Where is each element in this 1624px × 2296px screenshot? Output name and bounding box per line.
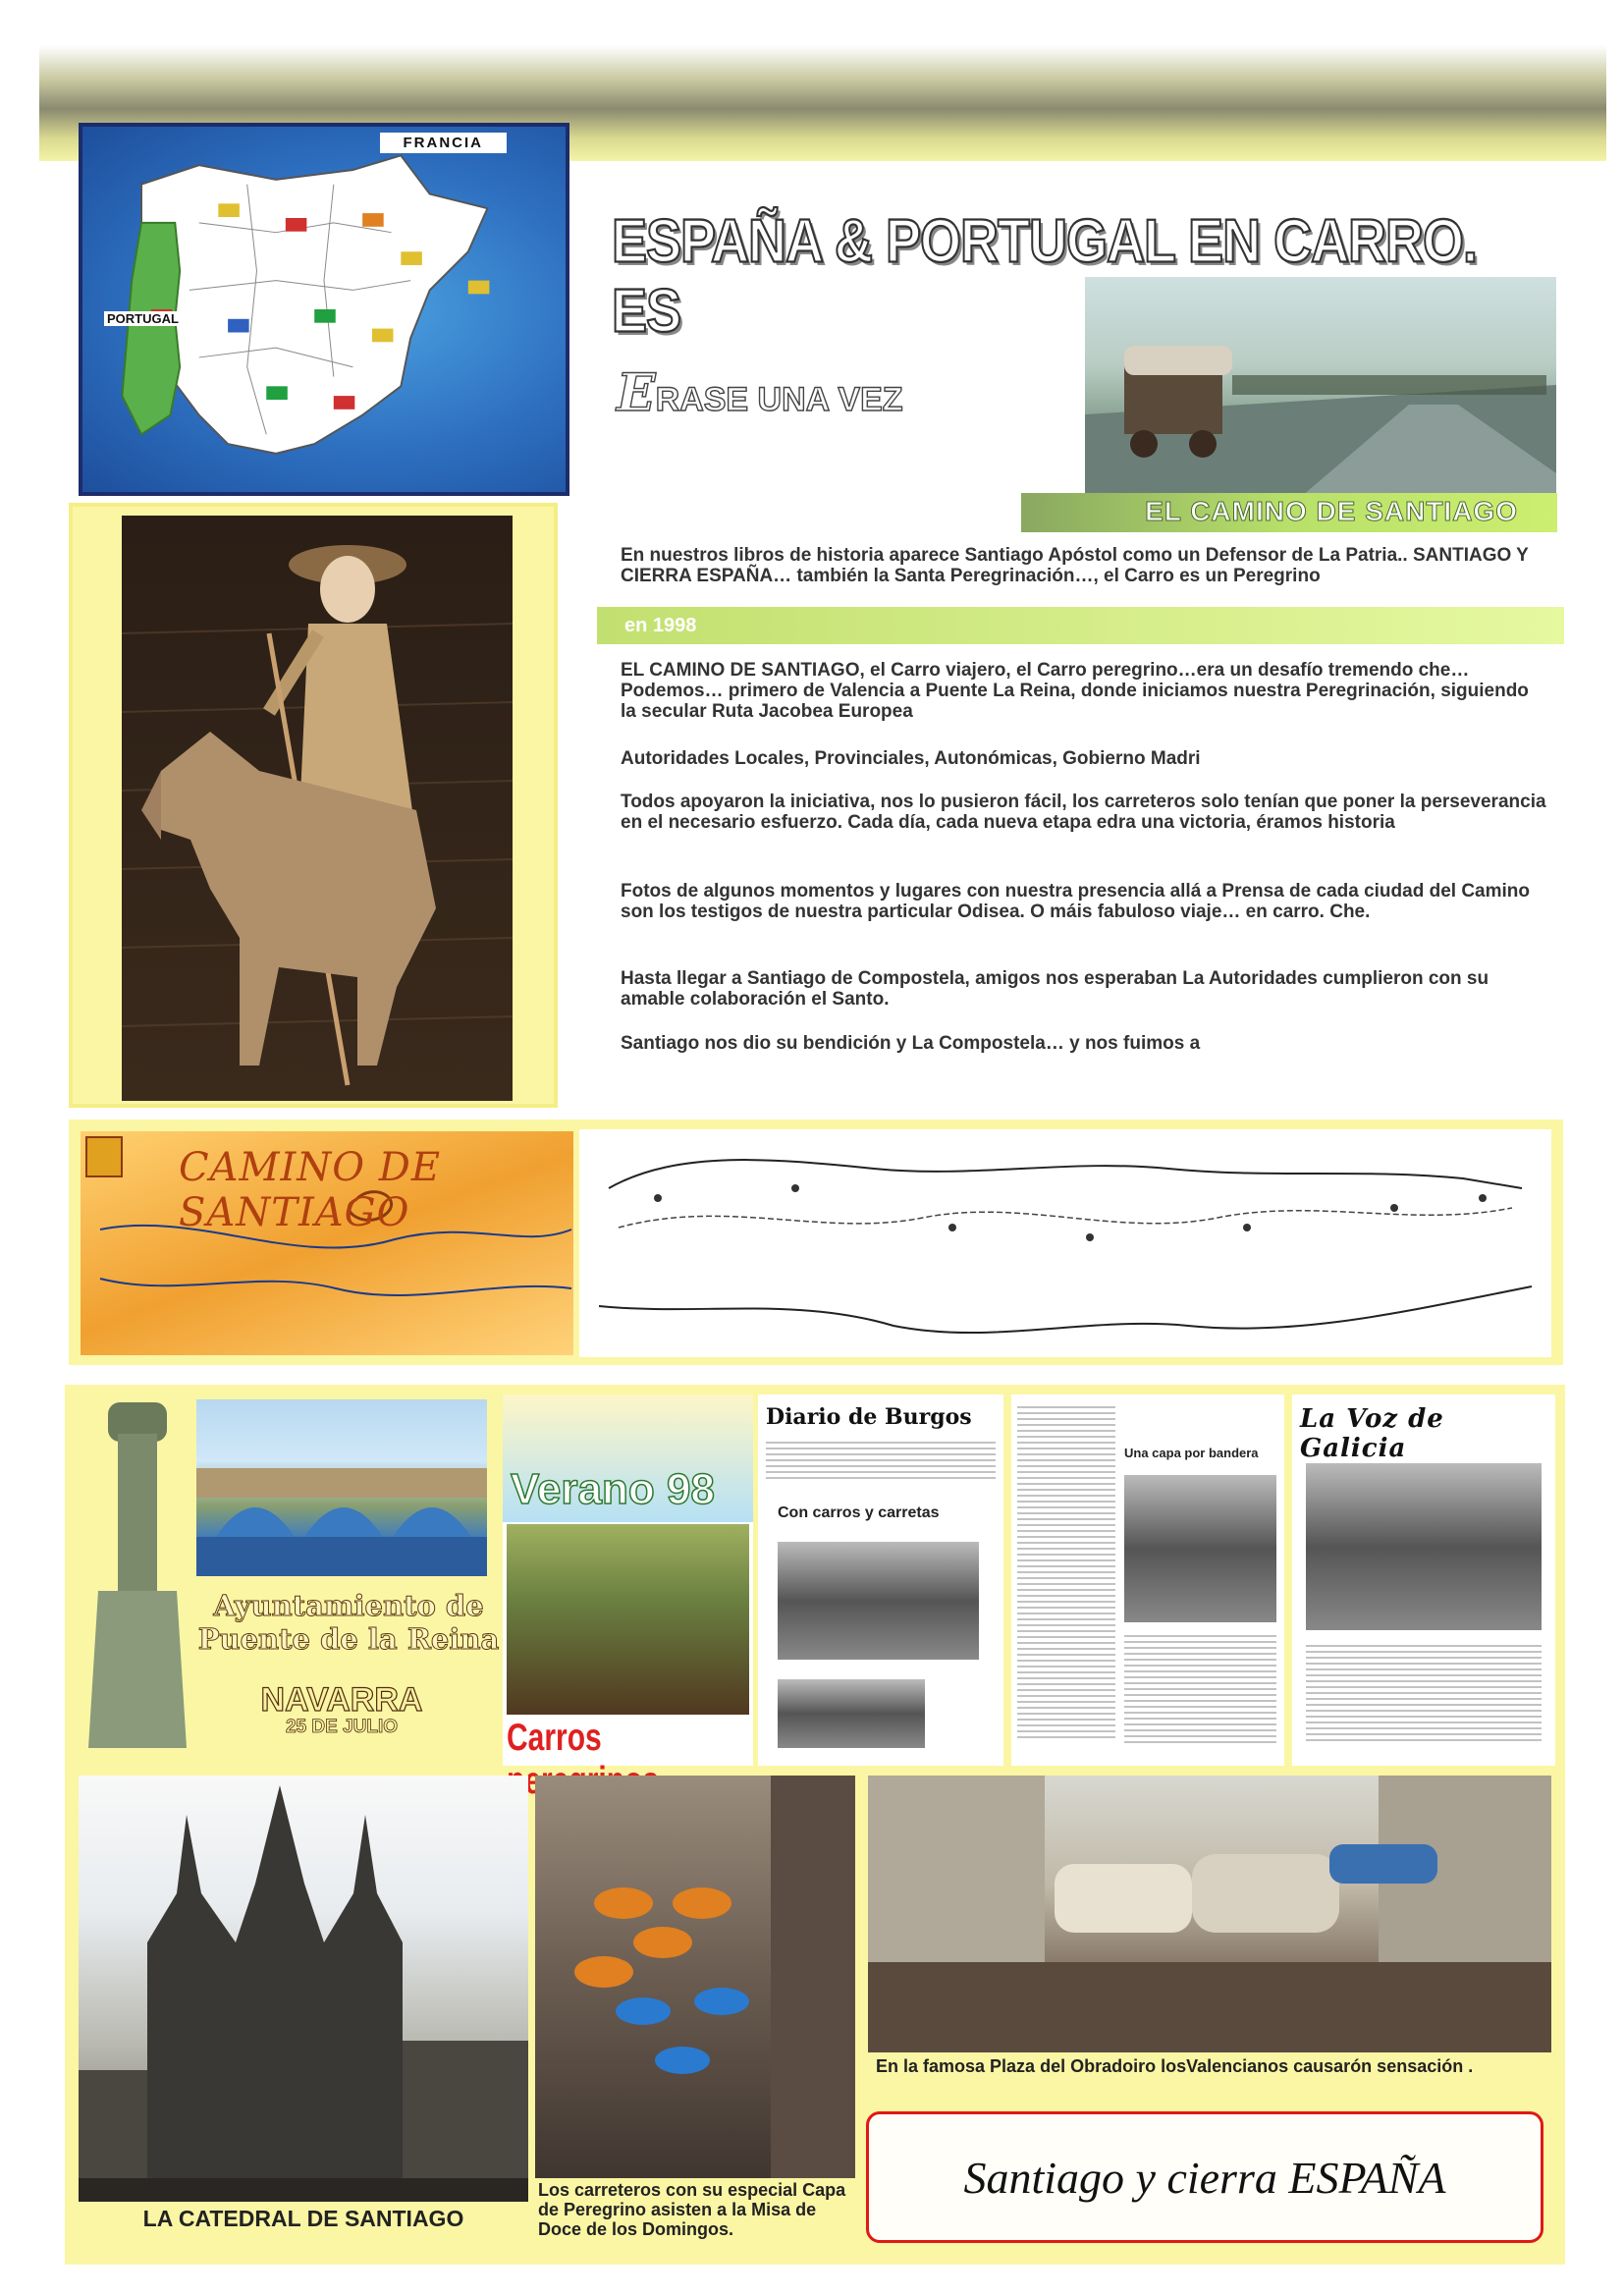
- paragraph-5: Hasta llegar a Santiago de Compostela, amigos nos esperaban La Autoridades cumplieron con su amable colaboración el Santo.: [621, 968, 1489, 1010]
- portugal-label: PORTUGAL: [104, 311, 182, 326]
- plaza-drawing: [868, 1776, 1551, 2052]
- stone-cross: [79, 1394, 196, 1758]
- verano-cover: [503, 1394, 753, 1766]
- clipping-photo: [1124, 1475, 1276, 1622]
- camino-caption: EL CAMINO DE SANTIAGO: [1145, 496, 1518, 526]
- voz-galicia-clipping: [1292, 1394, 1555, 1766]
- diario-burgos-clipping: [758, 1394, 1003, 1766]
- motto-box: [866, 2111, 1543, 2243]
- diario-photo: [778, 1542, 979, 1660]
- plaza-photo: [868, 1776, 1551, 2052]
- paragraph-1: EL CAMINO DE SANTIAGO, el Carro viajero, el Carro peregrino…era un desafío tremendo che… Podemos… primero de Valencia a Puente La Reina, donde iniciamos nuestra Peregrinación, siguiendo la secular Ruta Jacobea Europea: [621, 660, 1529, 722]
- paragraph-2: Autoridades Locales, Provinciales, Autonómicas, Gobierno Madri: [621, 748, 1201, 769]
- ayuntamiento-label: Ayuntamiento de Puente de la Reina: [197, 1589, 500, 1656]
- camino-sign: [81, 1131, 573, 1355]
- route-map-drawing: [579, 1129, 1551, 1357]
- lead-paragraph: En nuestros libros de historia aparece Santiago Apóstol como un Defensor de La Patria.. SANTIAGO Y CIERRA ESPAÑA… también la Santa Peregrinación…, el Carro es un Peregrino: [621, 545, 1529, 586]
- verano-photo: [507, 1524, 749, 1715]
- year-bar: [597, 607, 1564, 644]
- voz-galicia-photo: [1306, 1463, 1542, 1630]
- subtitle-rest: RASE UNA VEZ: [655, 381, 903, 418]
- camino-sign-title: CAMINO DE SANTIAGO: [179, 1145, 442, 1235]
- cathedral-photo: [79, 1776, 528, 2227]
- diario-photo-2: [778, 1679, 925, 1748]
- clipping-text-lines: [1017, 1406, 1115, 1740]
- date-label: 25 DE JULIO: [285, 1717, 399, 1737]
- voz-galicia-text-lines: [1306, 1645, 1542, 1743]
- stone-cross-drawing: [79, 1394, 196, 1758]
- iberia-map-drawing: [82, 127, 566, 492]
- subtitle: [617, 363, 903, 423]
- subtitle-initial: E: [617, 363, 656, 423]
- page-title: ESPAÑA & PORTUGAL EN CARRO. ES: [612, 207, 1478, 346]
- clipping-headline: Una capa por bandera: [1124, 1446, 1259, 1460]
- pilgrim-statue-photo: [122, 516, 513, 1101]
- cathedral-drawing: [79, 1776, 528, 2227]
- camino-caption-bar: [1021, 493, 1557, 532]
- newspaper-clipping: [1011, 1394, 1284, 1766]
- diario-headline: Con carros y carretas: [778, 1504, 940, 1521]
- france-label: FRANCIA: [380, 133, 508, 153]
- cathedral-caption: LA CATEDRAL DE SANTIAGO: [79, 2202, 528, 2241]
- navarra-label: NAVARRA: [260, 1681, 423, 1719]
- bridge-photo-drawing: [196, 1399, 487, 1576]
- verano-title: Verano 98: [511, 1465, 715, 1513]
- paragraph-4: Fotos de algunos momentos y lugares con nuestra presencia allá a Prensa de cada ciudad del Camino son los testigos de nuestra particular Odisea. O máis fabuloso viaje… en carro. Che.: [621, 881, 1530, 922]
- year-label: en 1998: [624, 615, 697, 636]
- iberia-map: [79, 123, 569, 496]
- paragraph-3: Todos apoyaron la iniciativa, nos lo pusieron fácil, los carreteros solo tenían que poner la perseverancia en el necesario esfuerzo. Cada día, cada nueva etapa edra una victoria, éramos historia: [621, 792, 1546, 833]
- diario-text-lines: [766, 1442, 996, 1481]
- motto-text: Santiago y cierra ESPAÑA: [963, 2152, 1446, 2203]
- route-map: [579, 1129, 1551, 1357]
- diario-burgos-masthead: Diario de Burgos: [766, 1404, 972, 1430]
- verano-headline: Carros: [507, 1717, 602, 1759]
- pilgrim-statue-drawing: [122, 516, 513, 1101]
- misa-photo: [535, 1776, 855, 2178]
- bridge-photo: [196, 1399, 487, 1576]
- clipping-text-lines-2: [1124, 1635, 1276, 1743]
- plaza-caption: En la famosa Plaza del Obradoiro losValencianos causarón sensación .: [876, 2056, 1474, 2076]
- misa-caption: Los carreteros con su especial Capa de Peregrino asisten a la Misa de Doce de los Domingos.: [538, 2180, 846, 2239]
- misa-drawing: [535, 1776, 855, 2178]
- voz-galicia-masthead: La Voz de Galicia: [1300, 1404, 1444, 1463]
- paragraph-6: Santiago nos dio su bendición y La Compostela… y nos fuimos a: [621, 1033, 1201, 1054]
